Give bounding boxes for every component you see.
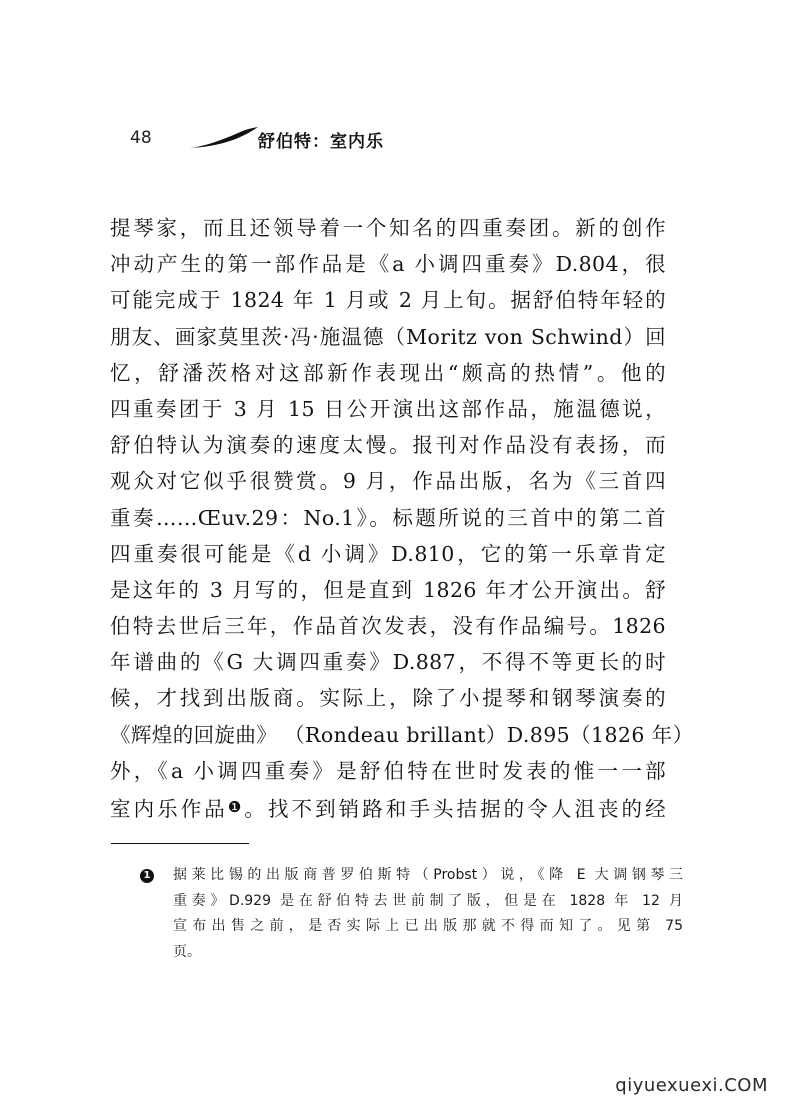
footnote-line: 页。: [173, 943, 201, 960]
site-watermark: qiyuexuexi.COM: [615, 1075, 768, 1096]
body-line: 《辉煌的回旋曲》 （Rondeau brillant）D.895（1826 年）: [110, 722, 694, 747]
page-number: 48: [130, 128, 152, 148]
body-line: 候，才找到出版商。实际上，除了小提琴和钢琴演奏的: [110, 686, 666, 711]
footnote-text: [173, 863, 683, 965]
body-line: 四重奏很可能是《d 小调》D.810，它的第一乐章肯定: [110, 541, 666, 566]
body-line: 提琴家，而且还领导着一个知名的四重奏团。新的创作: [110, 216, 666, 240]
footnote-reference[interactable]: ❶: [227, 798, 245, 816]
body-line: 朋友、画家莫里茨·冯·施温德（Moritz von Schwind）回: [110, 324, 666, 349]
body-line: 四重奏团于 3 月 15 日公开演出这部作品，施温德说，: [110, 396, 666, 421]
body-line: 观众对它似乎很赞赏。9 月，作品出版，名为《三首四: [110, 469, 666, 494]
footnote-line: 据莱比锡的出版商普罗伯斯特（Probst）说，《降 E 大调钢琴三: [173, 867, 683, 883]
body-line: 外，《a 小调四重奏》是舒伯特在世时发表的惟一一部: [110, 758, 666, 783]
body-line-text: 。找不到销路和手头拮据的令人沮丧的经: [244, 797, 666, 821]
footnote-marker: 1: [140, 869, 154, 883]
body-line: 冲动产生的第一部作品是《a 小调四重奏》D.804，很: [110, 252, 666, 277]
body-line: 是这年的 3 月写的，但是直到 1826 年才公开演出。舒: [110, 577, 666, 602]
body-line-text: 室内乐作品: [110, 797, 228, 821]
body-line: 舒伯特认为演奏的速度太慢。报刊对作品没有表扬，而: [110, 433, 666, 458]
body-line-last: [110, 789, 666, 825]
page-header: [130, 126, 530, 158]
body-line: 伯特去世后三年，作品首次发表，没有作品编号。1826: [110, 614, 666, 639]
body-line: 重奏……Œuv.29：No.1》。标题所说的三首中的第二首: [110, 505, 666, 530]
footnote-line: 重奏》D.929 是在舒伯特去世前制了版，但是在 1828 年 12 月: [173, 892, 683, 909]
quill-ornament-icon: [188, 126, 260, 152]
body-line: 可能完成于 1824 年 1 月或 2 月上旬。据舒伯特年轻的: [110, 288, 666, 313]
footnote-divider: [111, 843, 249, 844]
body-line: 年谱曲的《G 大调四重奏》D.887，不得不等更长的时: [110, 650, 666, 675]
body-text: [110, 210, 694, 825]
footnote-line: 宣布出售之前，是否实际上已出版那就不得而知了。见第 75: [173, 918, 683, 934]
body-line: 忆，舒潘茨格对这部新作表现出“颇高的热情”。他的: [110, 360, 666, 385]
running-title: 舒伯特：室内乐: [258, 132, 384, 152]
